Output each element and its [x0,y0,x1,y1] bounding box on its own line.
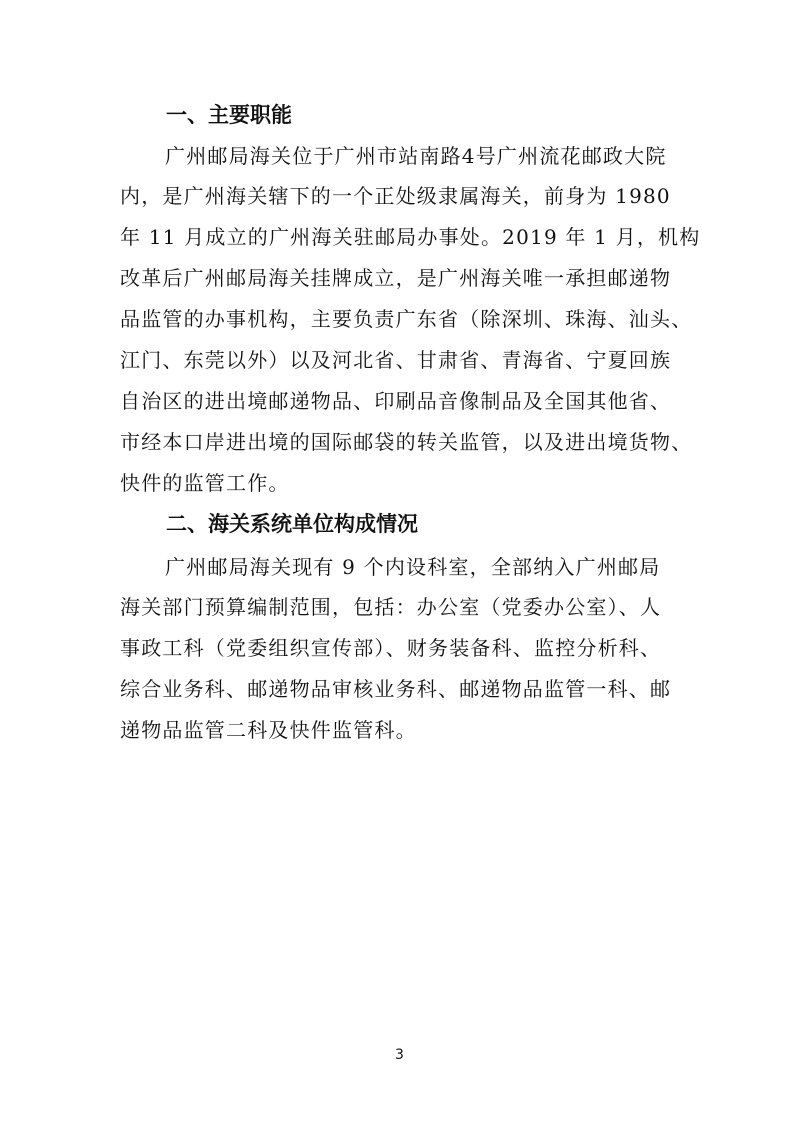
section1-line-3: 年 11 月成立的广州海关驻邮局办事处。2019 年 1 月，机构 [120,225,701,249]
section1-line-5: 品监管的办事机构，主要负责广东省（除深圳、珠海、汕头、 [120,307,693,331]
section1-line-7: 自治区的进出境邮递物品、印刷品音像制品及全国其他省、 [120,389,672,413]
page-number: 3 [395,1047,404,1063]
section1-heading: 一、主要职能 [166,103,292,127]
section2-line-1: 广州邮局海关现有 9 个内设科室，全部纳入广州邮局 [165,555,661,579]
section2-line-2: 海关部门预算编制范围，包括：办公室（党委办公室）、人 [120,595,662,619]
section2-line-4: 综合业务科、邮递物品审核业务科、邮递物品监管一科、邮 [120,677,672,701]
section1-line-8: 市经本口岸进出境的国际邮袋的转关监管，以及进出境货物、 [120,430,693,454]
section1-line-6: 江门、东莞以外）以及河北省、甘肃省、青海省、宁夏回族 [120,348,672,372]
section1-line-2: 内，是广州海关辖下的一个正处级隶属海关，前身为 1980 [120,184,671,208]
section2-line-3: 事政工科（党委组织宣传部）、财务装备科、监控分析科、 [120,636,662,660]
section1-line-1: 广州邮局海关位于广州市站南路4号广州流花邮政大院 [165,144,667,168]
section1-line-9: 快件的监管工作。 [120,471,290,495]
section1-line-4: 改革后广州邮局海关挂牌成立，是广州海关唯一承担邮递物 [120,266,672,290]
section2-line-5: 递物品监管二科及快件监管科。 [120,718,417,742]
section2-heading: 二、海关系统单位构成情况 [166,512,418,536]
